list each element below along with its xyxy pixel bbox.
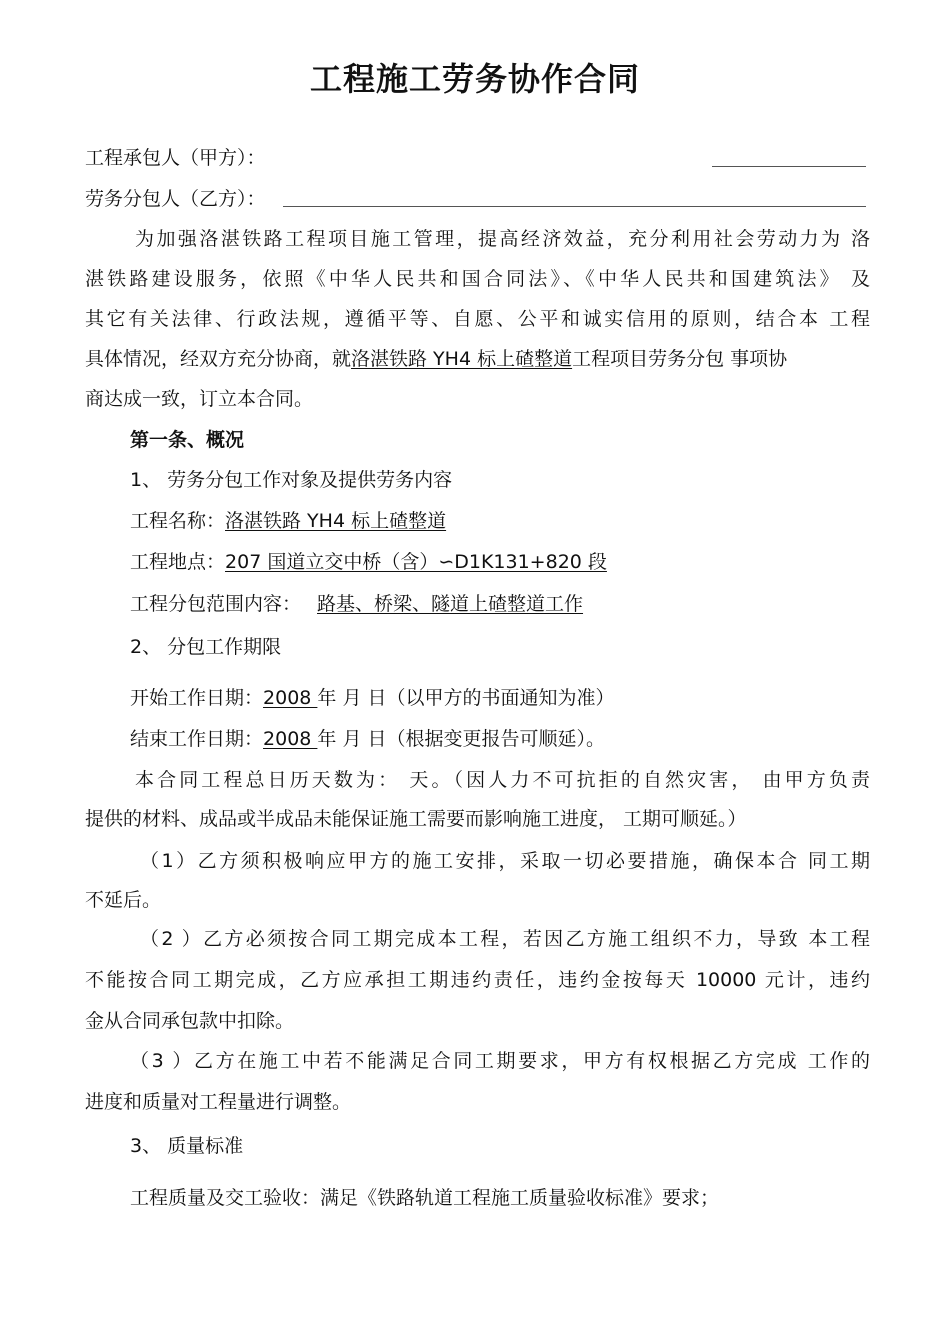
intro-line-1: 为加强洛湛铁路工程项目施工管理，提高经济效益，充分利用社会劳动力为 洛: [135, 228, 870, 250]
start-date-row: [130, 687, 870, 709]
end-date-row: [130, 728, 870, 750]
intro-line-4: [85, 348, 870, 370]
item-1-heading: 1、 劳务分包工作对象及提供劳务内容: [130, 469, 453, 491]
scope-label: 工程分包范围内容：: [130, 593, 302, 615]
start-date-label: 开始工作日期：: [130, 687, 264, 709]
project-name-value: 洛湛铁路 YH4 标上碴整道: [225, 510, 447, 532]
project-location-label: 工程地点：: [130, 551, 226, 573]
start-date-rest: 年 月 日（以甲方的书面通知为准）: [317, 687, 615, 709]
party-b-label: 劳务分包人（乙方）：: [85, 188, 266, 210]
intro-line-2: 湛铁路建设服务，依照《中华人民共和国合同法》、《中华人民共和国建筑法》 及: [85, 268, 870, 290]
project-name-inline: 洛湛铁路 YH4 标上碴整道: [351, 348, 573, 370]
party-a-label: 工程承包人（甲方）：: [85, 147, 266, 169]
clause-1-line-2: 不延后。: [85, 889, 162, 911]
clause-3-line-2: 进度和质量对工程量进行调整。: [85, 1091, 352, 1113]
clause-3-line-1: （3 ）乙方在施工中若不能满足合同工期要求，甲方有权根据乙方完成 工作的: [130, 1050, 870, 1072]
party-b-blank: [283, 206, 866, 207]
duration-line-1: 本合同工程总日历天数为： 天。（因人力不可抗拒的自然灾害， 由甲方负责: [135, 769, 870, 791]
end-date-label: 结束工作日期：: [130, 728, 264, 750]
intro-line-3: 其它有关法律、行政法规，遵循平等、自愿、公平和诚实信用的原则，结合本 工程: [85, 308, 870, 330]
duration-line-2: 提供的材料、成品或半成品未能保证施工需要而影响施工进度， 工期可顺延。）: [85, 808, 747, 830]
intro-text: 工程项目劳务分包 事项协: [572, 348, 788, 370]
intro-text: 具体情况，经双方充分协商，就: [85, 348, 352, 370]
article-1-heading: 第一条、概况: [130, 429, 245, 451]
project-location-value: 207 国道立交中桥（含）∽D1K131+820 段: [225, 551, 607, 573]
scope-value: 路基、桥梁、隧道上碴整道工作: [317, 593, 584, 615]
end-year: 2008: [263, 728, 318, 750]
end-date-rest: 年 月 日（根据变更报告可顺延）。: [317, 728, 606, 750]
project-name-row: [130, 510, 870, 532]
party-a-blank: [712, 166, 866, 167]
item-3-heading: 3、 质量标准: [130, 1135, 244, 1157]
quality-standard: 工程质量及交工验收：满足《铁路轨道工程施工质量验收标准》要求；: [130, 1187, 720, 1209]
project-name-label: 工程名称：: [130, 510, 226, 532]
project-location-row: [130, 551, 870, 573]
start-year: 2008: [263, 687, 318, 709]
document-title: 工程施工劳务协作合同: [309, 60, 640, 98]
item-2-heading: 2、 分包工作期限: [130, 636, 282, 658]
clause-2-line-2: 不能按合同工期完成，乙方应承担工期违约责任，违约金按每天 10000 元计，违约: [85, 969, 870, 991]
intro-line-5: 商达成一致，订立本合同。: [85, 388, 314, 410]
clause-2-line-3: 金从合同承包款中扣除。: [85, 1010, 295, 1032]
clause-2-line-1: （2 ）乙方必须按合同工期完成本工程，若因乙方施工组织不力，导致 本工程: [140, 928, 870, 950]
scope-row: [130, 593, 870, 615]
clause-1-line-1: （1）乙方须积极响应甲方的施工安排，采取一切必要措施，确保本合 同工期: [140, 850, 870, 872]
